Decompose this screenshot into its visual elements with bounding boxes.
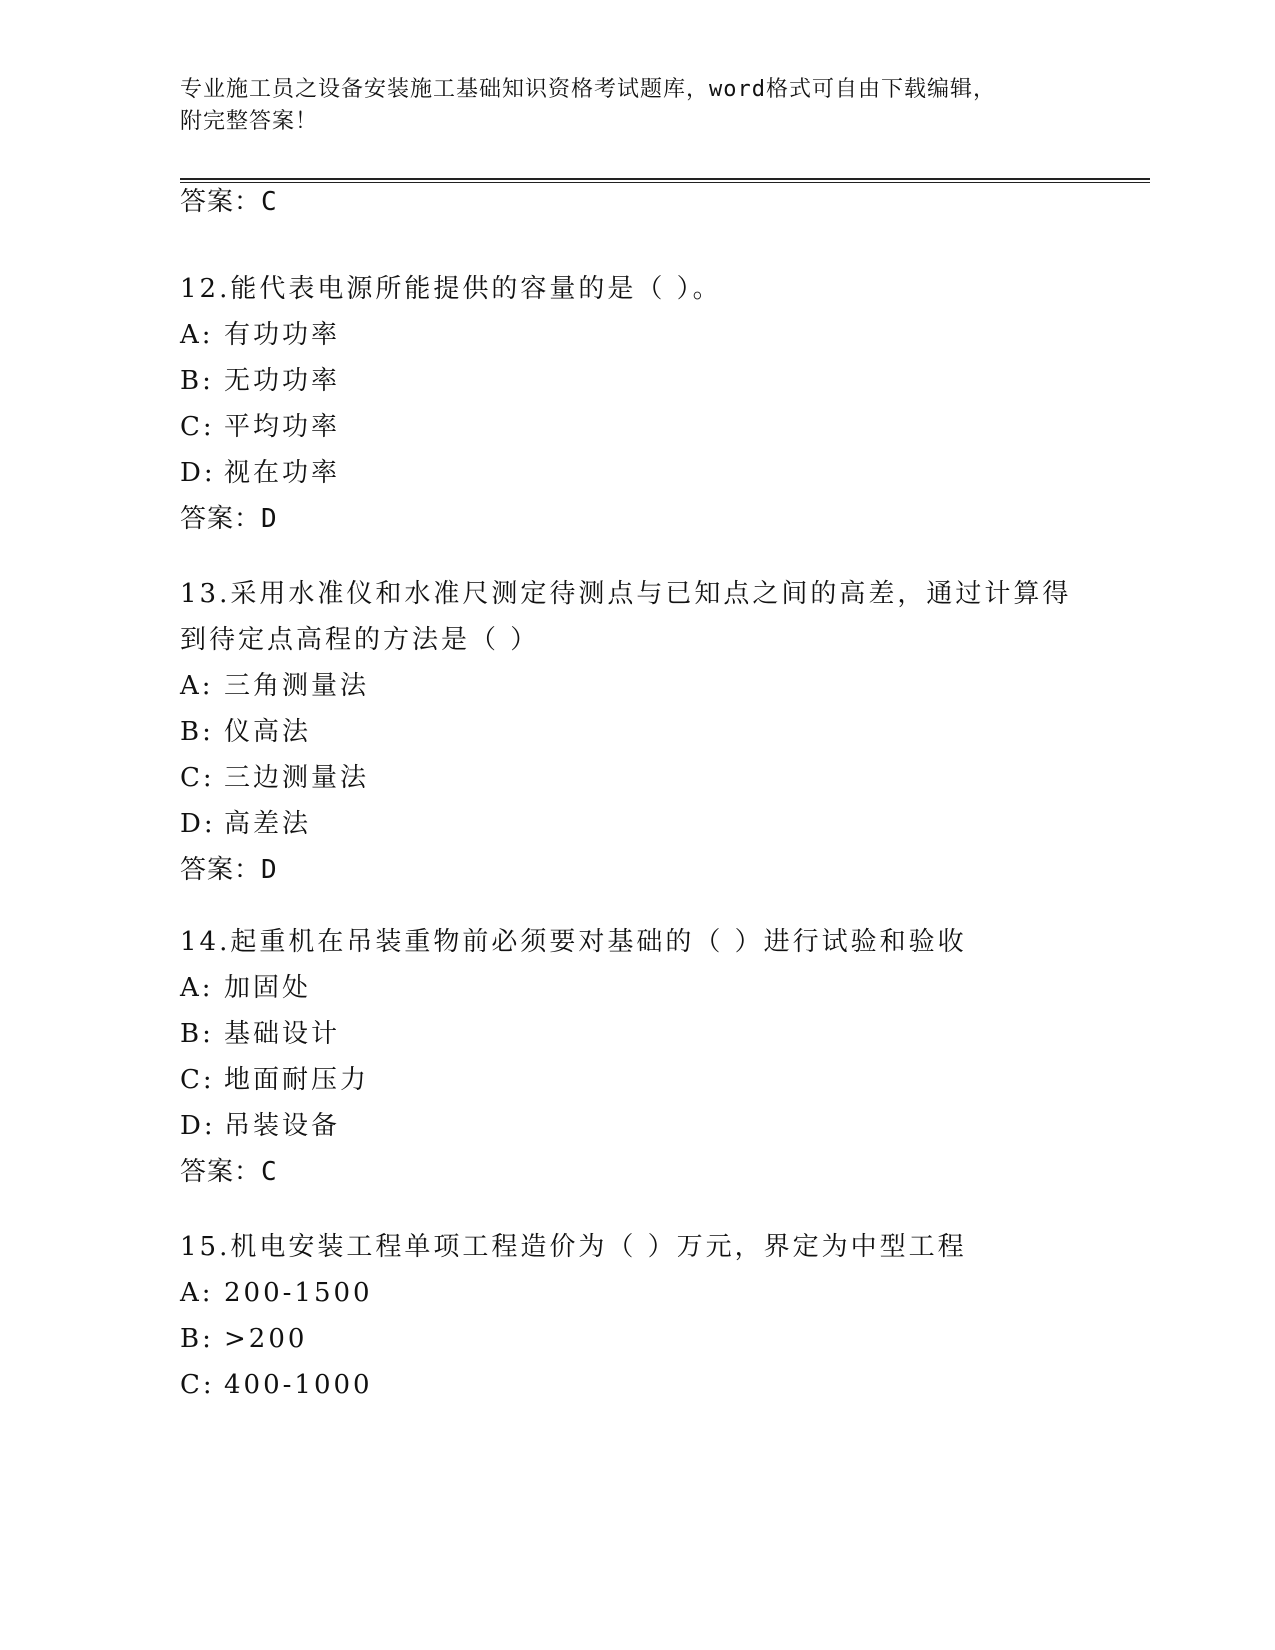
question-stem: 15.机电安装工程单项工程造价为（ ）万元，界定为中型工程 [180,1232,967,1262]
option-text: 无功功率 [224,366,341,396]
option-label: C: [180,412,215,442]
option-a [180,965,1080,1011]
option-label: C: [180,1065,215,1095]
question-12 [180,266,1080,542]
option-text: 有功功率 [224,320,341,350]
option-c [180,1057,1080,1103]
option-d [180,801,1080,847]
answer-text: 答案：D [180,855,278,885]
option-text: 三边测量法 [224,763,370,793]
document-header [180,74,1080,138]
option-text: 高差法 [224,809,312,839]
option-d [180,1103,1080,1149]
question-stem-line-2: 到待定点高程的方法是（ ） [180,625,540,655]
answer-text: 答案：C [180,1157,278,1187]
header-line-1: 专业施工员之设备安装施工基础知识资格考试题库，word格式可自由下载编辑， [180,77,996,102]
question-stem-line-1: 13.采用水准仪和水准尺测定待测点与已知点之间的高差，通过计算得 [180,579,1072,609]
question-14 [180,919,1080,1195]
option-label: A: [180,671,214,701]
option-label: C: [180,763,215,793]
option-text: 地面耐压力 [224,1065,370,1095]
option-label: D: [180,809,216,839]
option-text: 加固处 [224,973,312,1003]
option-c [180,404,1080,450]
option-text: 基础设计 [224,1019,341,1049]
option-text: 吊装设备 [224,1111,341,1141]
option-b [180,709,1080,755]
option-text: 视在功率 [224,458,341,488]
option-label: C: [180,1370,215,1400]
option-label: A: [180,320,214,350]
option-text: 400-1000 [224,1370,373,1400]
previous-answer-block [180,179,1080,225]
option-c [180,755,1080,801]
option-b [180,358,1080,404]
option-label: B: [180,717,214,747]
option-text: 平均功率 [224,412,341,442]
option-a [180,663,1080,709]
header-line-2: 附完整答案！ [180,109,319,134]
option-b [180,1011,1080,1057]
option-d [180,450,1080,496]
question-stem: 14.起重机在吊装重物前必须要对基础的（ ）进行试验和验收 [180,927,967,957]
option-b [180,1316,1080,1362]
option-label: D: [180,458,216,488]
answer-text: 答案：D [180,504,278,534]
option-label: D: [180,1111,216,1141]
option-text: 200-1500 [224,1278,373,1308]
option-label: A: [180,973,214,1003]
option-a [180,312,1080,358]
answer-text: 答案：C [180,187,278,217]
option-label: A: [180,1278,214,1308]
option-text: >200 [224,1324,308,1354]
option-label: B: [180,1019,214,1049]
question-15 [180,1224,1080,1408]
option-label: B: [180,1324,214,1354]
option-c [180,1362,1080,1408]
option-text: 三角测量法 [224,671,370,701]
question-13 [180,571,1080,893]
option-text: 仪高法 [224,717,312,747]
question-stem: 12.能代表电源所能提供的容量的是（ ）。 [180,274,722,304]
option-label: B: [180,366,214,396]
option-a [180,1270,1080,1316]
